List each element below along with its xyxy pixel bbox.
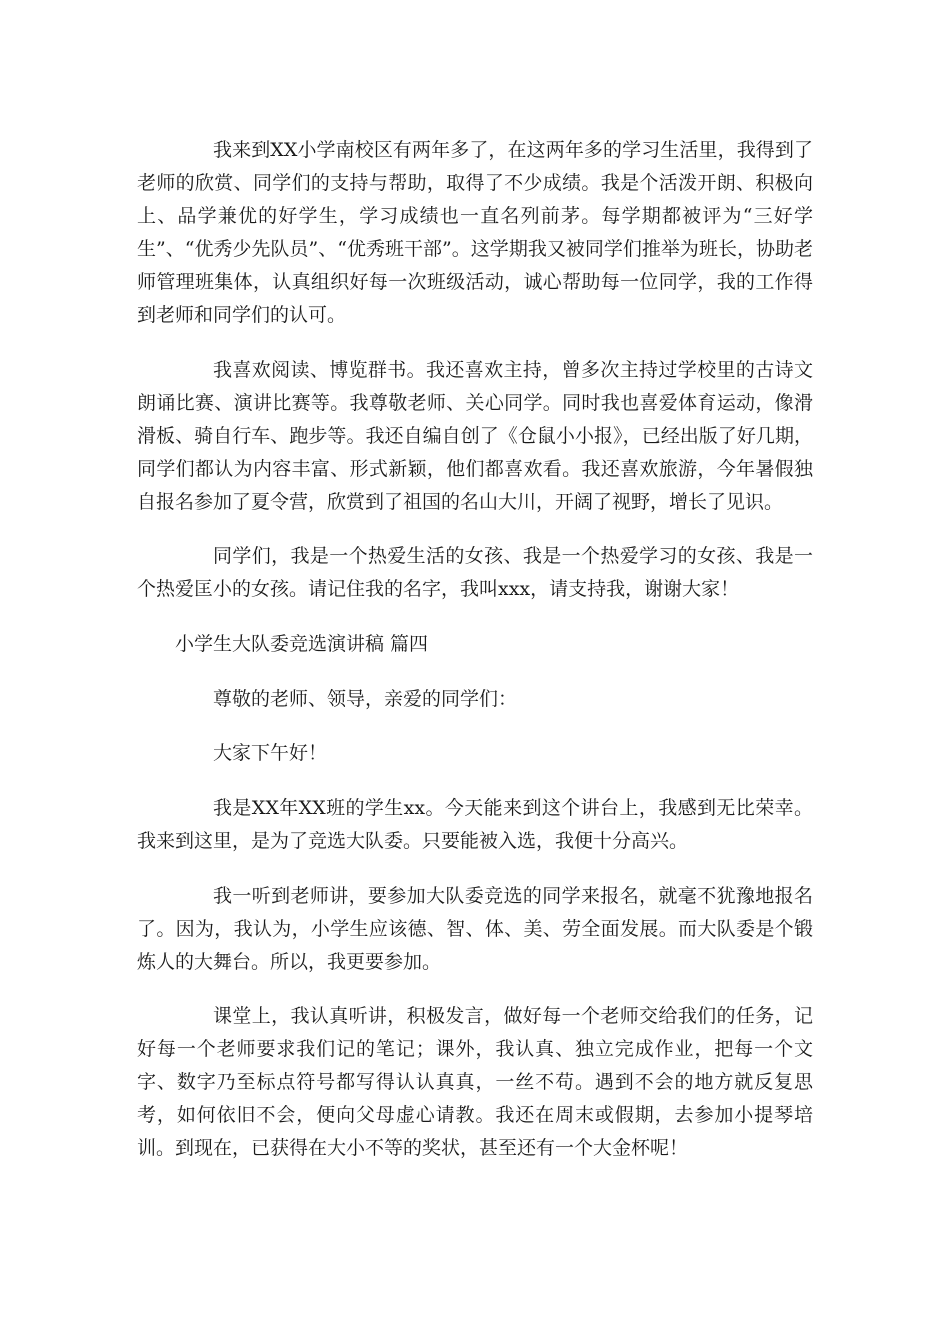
paragraph-motivation: 我一听到老师讲，要参加大队委竞选的同学来报名，就毫不犹豫地报名了。因为，我认为，小学生应该德、智、体、美、劳全面发展。而大队委是个锻炼人的大舞台。所以，我更要参加。 (137, 885, 813, 973)
paragraph-hobbies: 我喜欢阅读、博览群书。我还喜欢主持，曾多次主持过学校里的古诗文朗诵比赛、演讲比赛等。我尊敬老师、关心同学。同时我也喜爱体育运动，像滑滑板、骑自行车、跑步等。我还自编自创了《仓鼠小小报》，已经出版了好几期，同学们都认为内容丰富、形式新颖，他们都喜欢看。我还喜欢旅游，今年暑假独自报名参加了夏令营，欣赏到了祖国的名山大川，开阔了视野，增长了见识。 (137, 359, 813, 513)
paragraph-study: 课堂上，我认真听讲，积极发言，做好每一个老师交给我们的任务，记好每一个老师要求我们记的笔记；课外，我认真、独立完成作业，把每一个文字、数字乃至标点符号都写得认认真真，一丝不苟。遇到不会的地方就反复思考，如何依旧不会，便向父母虚心请教。我还在周末或假期，去参加小提琴培训。到现在，已获得在大小不等的奖状，甚至还有一个大金杯呢！ (137, 1005, 813, 1159)
hello-line: 大家下午好！ (213, 742, 328, 764)
paragraph-self-intro: 我是XX年XX班的学生xx。今天能来到这个讲台上，我感到无比荣幸。我来到这里，是为了竞选大队委。只要能被入选，我便十分高兴。 (137, 797, 813, 852)
paragraph-intro: 我来到XX小学南校区有两年多了，在这两年多的学习生活里，我得到了老师的欣赏、同学们的支持与帮助，取得了不少成绩。我是个活泼开朗、积极向上、品学兼优的好学生，学习成绩也一直名列前茅。每学期都被评为“三好学生”、“优秀少先队员”、“优秀班干部”。这学期我又被同学们推举为班长，协助老师管理班集体，认真组织好每一次班级活动，诚心帮助每一位同学，我的工作得到老师和同学们的认可。 (137, 139, 813, 326)
section-heading: 小学生大队委竞选演讲稿 篇四 (175, 633, 429, 655)
greeting-line: 尊敬的老师、领导，亲爱的同学们： (213, 688, 518, 710)
paragraph-closing: 同学们，我是一个热爱生活的女孩、我是一个热爱学习的女孩、我是一个热爱匡小的女孩。请记住我的名字，我叫xxx，请支持我，谢谢大家！ (137, 545, 813, 600)
